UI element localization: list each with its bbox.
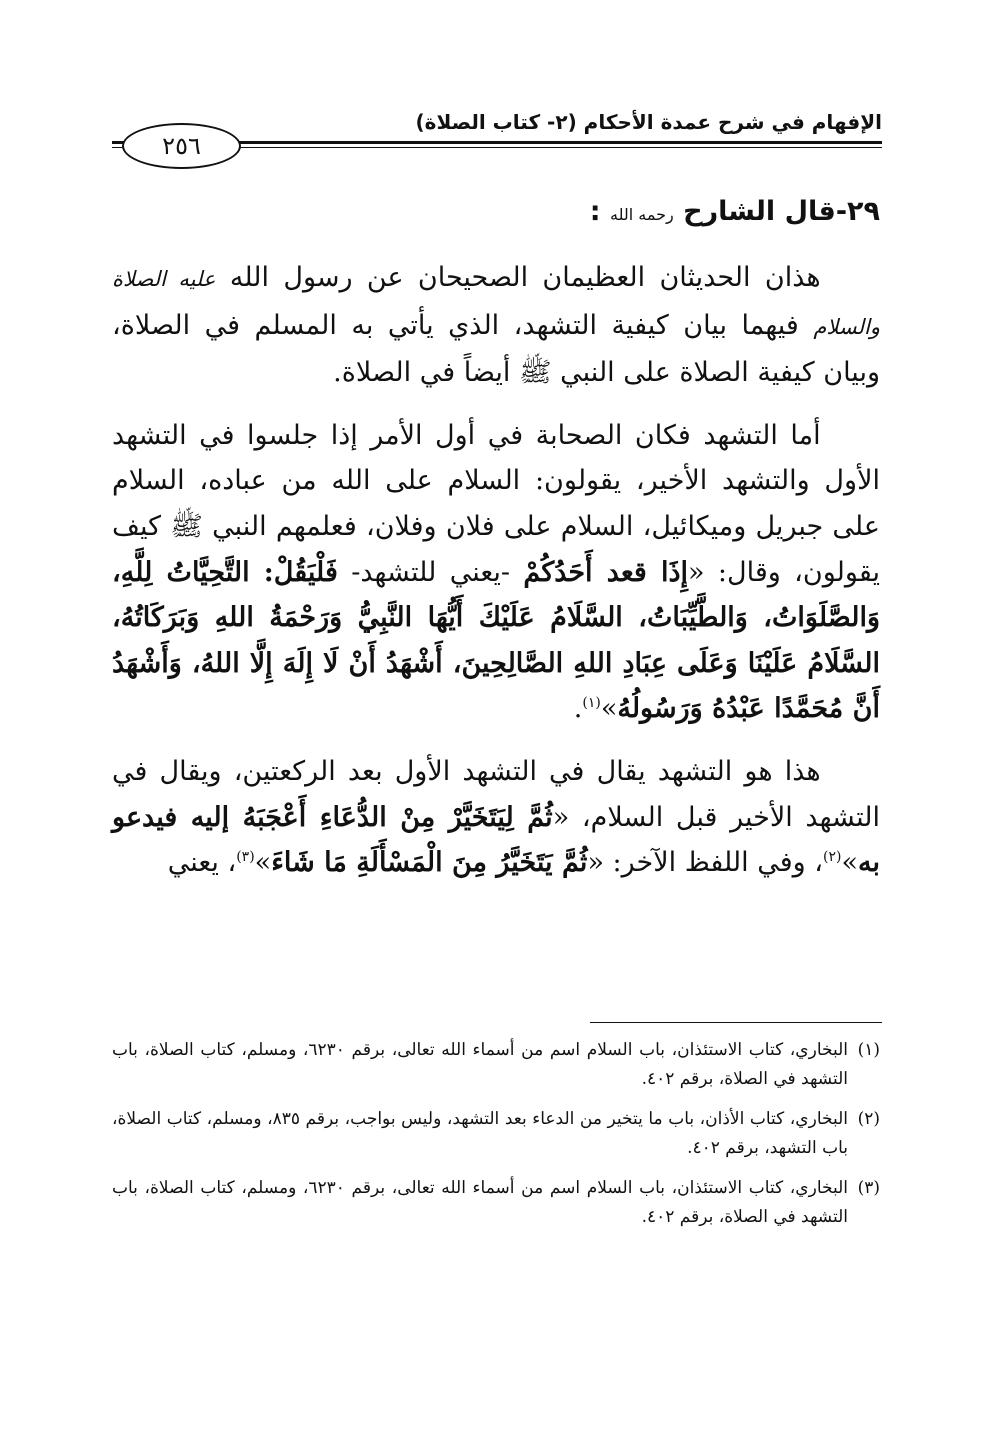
section-title: قال الشارح <box>683 196 836 227</box>
paragraph-2-text-c: -يعني للتشهد- <box>337 556 524 588</box>
body-text <box>112 255 880 886</box>
paragraph-2 <box>112 413 880 732</box>
tashahhud-text: فَلْيَقُلْ: التَّحِيَّاتُ لِلَّهِ، وَالصَّلَوَاتُ، وَالطَّيِّبَاتُ، السَّلَامُ عَلَيْكَ أَيُّهَا النَّبِيُّ وَرَحْمَةُ اللهِ وَبَرَكَاتُهُ، السَّلَامُ عَلَيْنَا وَعَلَى عِبَادِ اللهِ الصَّالِحِينَ، أَشْهَدُ أَنْ لَا إِلَهَ إِلَّا اللهُ، وَأَشْهَدُ أَنَّ مُحَمَّدًا عَبْدُهُ وَرَسُولُهُ <box>112 556 880 725</box>
paragraph-2-text-a: أما التشهد فكان الصحابة في أول الأمر إذا جلسوا في التشهد الأول والتشهد الأخير، يقولون: السلام على الله من عباده، السلام على جبريل وميكائيل، السلام على فلان وفلان، فعلمهم النبي ﷺ كيف يقولون، وقال: « <box>112 419 880 588</box>
honorific-text: رحمه الله <box>610 205 674 224</box>
footnote-number: (٣) <box>857 1178 880 1198</box>
quote-close-1: » <box>600 693 618 725</box>
paragraph-3-text-d: ، وفي اللفظ الآخر: « <box>587 847 823 879</box>
section-number: ٢٩ <box>847 196 880 227</box>
paragraph-2-period: . <box>573 693 583 725</box>
footnote-text: البخاري، كتاب الأذان، باب ما يتخير من الدعاء بعد التشهد، وليس بواجب، برقم ٨٣٥، ومسلم، كتاب الصلاة، باب التشهد، برقم ٤٠٢. <box>112 1109 849 1158</box>
page-number-badge <box>122 123 241 169</box>
footnote-text: البخاري، كتاب الاستئذان، باب السلام اسم من أسماء الله تعالى، برقم ٦٢٣٠، ومسلم، كتاب الصلاة، باب التشهد في الصلاة، برقم ٤٠٢. <box>112 1040 848 1089</box>
footnote-1 <box>112 1036 880 1094</box>
paragraph-3 <box>112 749 880 886</box>
footnote-number: (٢) <box>857 1109 880 1129</box>
header-title: الإفهام في شرح عمدة الأحكام (٢- كتاب الصلاة) <box>415 110 882 134</box>
paragraph-1-text-a: هذان الحديثان العظيمان الصحيحان عن رسول الله <box>229 262 821 293</box>
footnote-ref-3: (٣) <box>236 849 255 866</box>
quote-close-3: » <box>254 847 272 879</box>
section-heading: ٢٩-قال الشارح رحمه الله : <box>589 196 880 227</box>
footnote-separator <box>590 1022 882 1023</box>
paragraph-1 <box>112 255 880 396</box>
paragraph-3-text-g: ، يعني <box>167 847 237 879</box>
paragraph-1-text-c: فيهما بيان كيفية التشهد، الذي يأتي به المسلم في الصلاة، وبيان كيفية الصلاة على النبي ﷺ أيضاً في الصلاة. <box>112 309 880 389</box>
paragraph-3-text-a: هذا هو التشهد يقال في التشهد الأول بعد الركعتين، ويقال في التشهد الأخير قبل السلام، « <box>112 755 880 833</box>
footnote-text: البخاري، كتاب الاستئذان، باب السلام اسم من أسماء الله تعالى، برقم ٦٢٣٠، ومسلم، كتاب الصلاة، باب التشهد في الصلاة، برقم ٤٠٢. <box>112 1178 848 1227</box>
footnotes <box>112 1036 880 1232</box>
footnote-2 <box>112 1105 880 1163</box>
footnote-ref-1: (١) <box>582 695 601 712</box>
section-colon: : <box>589 196 601 227</box>
salutation-text: عليه الصلاة والسلام <box>112 267 880 339</box>
page-number: ٢٥٦ <box>162 132 201 160</box>
hadith-quote-2: ثُمَّ لِيَتَخَيَّرْ مِنْ الدُّعَاءِ أَعْجَبَهُ إليه فيدعو به <box>112 801 880 879</box>
footnote-number: (١) <box>857 1040 880 1060</box>
footnote-3 <box>112 1174 880 1232</box>
footnote-ref-2: (٢) <box>823 849 842 866</box>
quote-close-2: » <box>841 847 858 879</box>
hadith-quote-3: ثُمَّ يَتَخَيَّرُ مِنَ الْمَسْأَلَةِ مَا شَاءَ <box>271 847 588 879</box>
running-header <box>112 100 882 160</box>
hadith-quote-1: إِذَا قعد أَحَدُكُمْ <box>523 556 689 588</box>
